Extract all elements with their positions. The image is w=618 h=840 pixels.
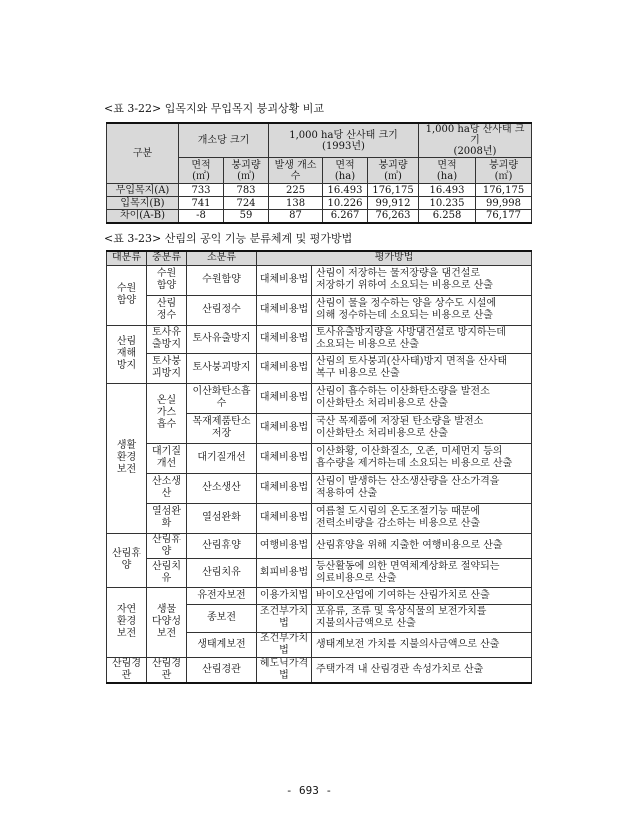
table-row xyxy=(107,197,532,210)
subheader: 면적 (ha) xyxy=(323,158,368,184)
table-row xyxy=(107,657,532,683)
cell: 176,175 xyxy=(368,184,419,197)
method: 이용가치법 xyxy=(257,587,312,604)
minor-category: 산림휴양 xyxy=(187,533,257,558)
minor-category: 수원함양 xyxy=(187,265,257,295)
description: 산림이 저장하는 물저장량을 댐건설로 저장하기 위하여 소요되는 비용으로 산출 xyxy=(312,265,532,295)
table-row xyxy=(107,265,532,295)
cell: 733 xyxy=(179,184,224,197)
header-2008: 1,000 ha당 산사태 크기 (2008년) xyxy=(419,123,532,158)
cell: 76,177 xyxy=(476,210,532,223)
middle-category: 토사붕 괴방지 xyxy=(147,353,187,383)
table-row xyxy=(107,210,532,223)
row-label: 무입목지(A) xyxy=(107,184,179,197)
major-category: 산림경관 xyxy=(107,657,147,683)
minor-category: 목재제품탄소저장 xyxy=(187,413,257,443)
cell: 99,998 xyxy=(476,197,532,210)
method: 헤도닉가격법 xyxy=(257,657,312,683)
row-label: 입목지(B) xyxy=(107,197,179,210)
middle-category: 산림치유 xyxy=(147,558,187,587)
cell: 16.493 xyxy=(419,184,476,197)
description: 등산활동에 의한 면역체계상화로 절약되는 의료비용으로 산출 xyxy=(312,558,532,587)
middle-category: 온실 가스 흡수 xyxy=(147,383,187,443)
table-row xyxy=(107,295,532,325)
cell: 6.267 xyxy=(323,210,368,223)
middle-category: 산림경관 xyxy=(147,657,187,683)
table-row xyxy=(107,353,532,383)
subheader: 붕괴량 (㎥) xyxy=(224,158,269,184)
major-category: 수원 함양 xyxy=(107,265,147,325)
description: 포유류, 조류 및 육상식물의 보전가치를 지불의사금액으로 산출 xyxy=(312,604,532,632)
description: 이산화황, 이산화질소, 오존, 미세먼지 등의 흡수량을 제거하는데 소요되는 비용으로 산출 xyxy=(312,443,532,473)
page-number: - 693 - xyxy=(285,784,333,797)
table-row xyxy=(107,533,532,558)
cell: 176,175 xyxy=(476,184,532,197)
header-minor: 소분류 xyxy=(187,251,257,265)
middle-category: 산림휴양 xyxy=(147,533,187,558)
minor-category: 토사유출방지 xyxy=(187,325,257,353)
table-row xyxy=(107,325,532,353)
table-row xyxy=(107,184,532,197)
method: 대체비용법 xyxy=(257,413,312,443)
major-category: 산림 재해 방지 xyxy=(107,325,147,383)
minor-category: 대기질개선 xyxy=(187,443,257,473)
table-3-23-caption: <표 3-23> 산림의 공익 기능 분류체계 및 평가방법 xyxy=(104,232,353,245)
cell: 99,912 xyxy=(368,197,419,210)
middle-category: 산림 정수 xyxy=(147,295,187,325)
method: 회피비용법 xyxy=(257,558,312,587)
minor-category: 토사붕괴방지 xyxy=(187,353,257,383)
description: 바이오산업에 기여하는 산림가치로 산출 xyxy=(312,587,532,604)
method: 조건부가치법 xyxy=(257,632,312,657)
table-row xyxy=(107,473,532,503)
description: 산림이 발생하는 산소생산량을 산소가격을 적용하여 산출 xyxy=(312,473,532,503)
header-per-site: 개소당 크기 xyxy=(179,123,269,158)
table-3-22-caption: <표 3-22> 입목지와 무입목지 붕괴상황 비교 xyxy=(104,102,325,115)
major-category: 생활 환경 보전 xyxy=(107,383,147,533)
method: 조건부가치법 xyxy=(257,604,312,632)
header-major: 대분류 xyxy=(107,251,147,265)
cell: 6.258 xyxy=(419,210,476,223)
middle-category: 생물 다양성 보전 xyxy=(147,587,187,657)
cell: 10.226 xyxy=(323,197,368,210)
major-category: 산림휴양 xyxy=(107,533,147,587)
cell: 16.493 xyxy=(323,184,368,197)
cell: -8 xyxy=(179,210,224,223)
method: 대체비용법 xyxy=(257,295,312,325)
minor-category: 산림치유 xyxy=(187,558,257,587)
middle-category: 산소생산 xyxy=(147,473,187,503)
description: 주택가격 내 산림경관 속성가치로 산출 xyxy=(312,657,532,683)
method: 대체비용법 xyxy=(257,473,312,503)
forest-function-table xyxy=(106,250,532,684)
header-method: 평가방법 xyxy=(257,251,532,265)
method: 대체비용법 xyxy=(257,383,312,413)
method: 대체비용법 xyxy=(257,325,312,353)
header-middle: 중분류 xyxy=(147,251,187,265)
cell: 76,263 xyxy=(368,210,419,223)
header-group: 구분 xyxy=(107,123,179,184)
cell: 10.235 xyxy=(419,197,476,210)
cell: 59 xyxy=(224,210,269,223)
cell: 783 xyxy=(224,184,269,197)
minor-category: 산림정수 xyxy=(187,295,257,325)
minor-category: 열섬완화 xyxy=(187,503,257,533)
method: 대체비용법 xyxy=(257,353,312,383)
cell: 87 xyxy=(269,210,323,223)
table-row xyxy=(107,503,532,533)
description: 산림휴양을 위해 지출한 여행비용으로 산출 xyxy=(312,533,532,558)
description: 산림이 흡수하는 이산화탄소량을 발전소 이산화탄소 처리비용으로 산출 xyxy=(312,383,532,413)
description: 산림의 토사붕괴(산사태)방지 면적을 산사태 복구 비용으로 산출 xyxy=(312,353,532,383)
minor-category: 생태계보전 xyxy=(187,632,257,657)
subheader: 붕괴량 (㎥) xyxy=(368,158,419,184)
subheader: 면적 (ha) xyxy=(419,158,476,184)
description: 여름철 도시림의 온도조절기능 때문에 전력소비량을 감소하는 비용으로 산출 xyxy=(312,503,532,533)
minor-category: 이산화탄소흡수 xyxy=(187,383,257,413)
subheader: 붕괴량 (㎥) xyxy=(476,158,532,184)
cell: 225 xyxy=(269,184,323,197)
middle-category: 수원 함양 xyxy=(147,265,187,295)
description: 생태계보전 가치를 지불의사금액으로 산출 xyxy=(312,632,532,657)
cell: 724 xyxy=(224,197,269,210)
minor-category: 산림경관 xyxy=(187,657,257,683)
table-row xyxy=(107,443,532,473)
description: 산림이 물을 정수하는 양을 상수도 시설에 의해 정수하는데 소요되는 비용으로 산출 xyxy=(312,295,532,325)
method: 대체비용법 xyxy=(257,265,312,295)
middle-category: 토사유 출방지 xyxy=(147,325,187,353)
minor-category: 유전자보전 xyxy=(187,587,257,604)
table-row xyxy=(107,587,532,604)
minor-category: 산소생산 xyxy=(187,473,257,503)
middle-category: 대기질 개선 xyxy=(147,443,187,473)
minor-category: 종보전 xyxy=(187,604,257,632)
subheader: 면적 (㎡) xyxy=(179,158,224,184)
cell: 138 xyxy=(269,197,323,210)
middle-category: 열섬완화 xyxy=(147,503,187,533)
method: 대체비용법 xyxy=(257,503,312,533)
description: 토사유출방지량을 사방댐건설로 방지하는데 소요되는 비용으로 산출 xyxy=(312,325,532,353)
subheader: 발생 개소 수 xyxy=(269,158,323,184)
major-category: 자연 환경 보전 xyxy=(107,587,147,657)
method: 대체비용법 xyxy=(257,443,312,473)
cell: 741 xyxy=(179,197,224,210)
header-1993: 1,000 ha당 산사태 크기 (1993년) xyxy=(269,123,419,158)
method: 여행비용법 xyxy=(257,533,312,558)
landslide-comparison-table xyxy=(106,122,532,224)
description: 국산 목제품에 저장된 탄소량을 발전소 이산화탄소 처리비용으로 산출 xyxy=(312,413,532,443)
row-label: 차이(A-B) xyxy=(107,210,179,223)
table-row xyxy=(107,558,532,587)
table-row xyxy=(107,383,532,413)
